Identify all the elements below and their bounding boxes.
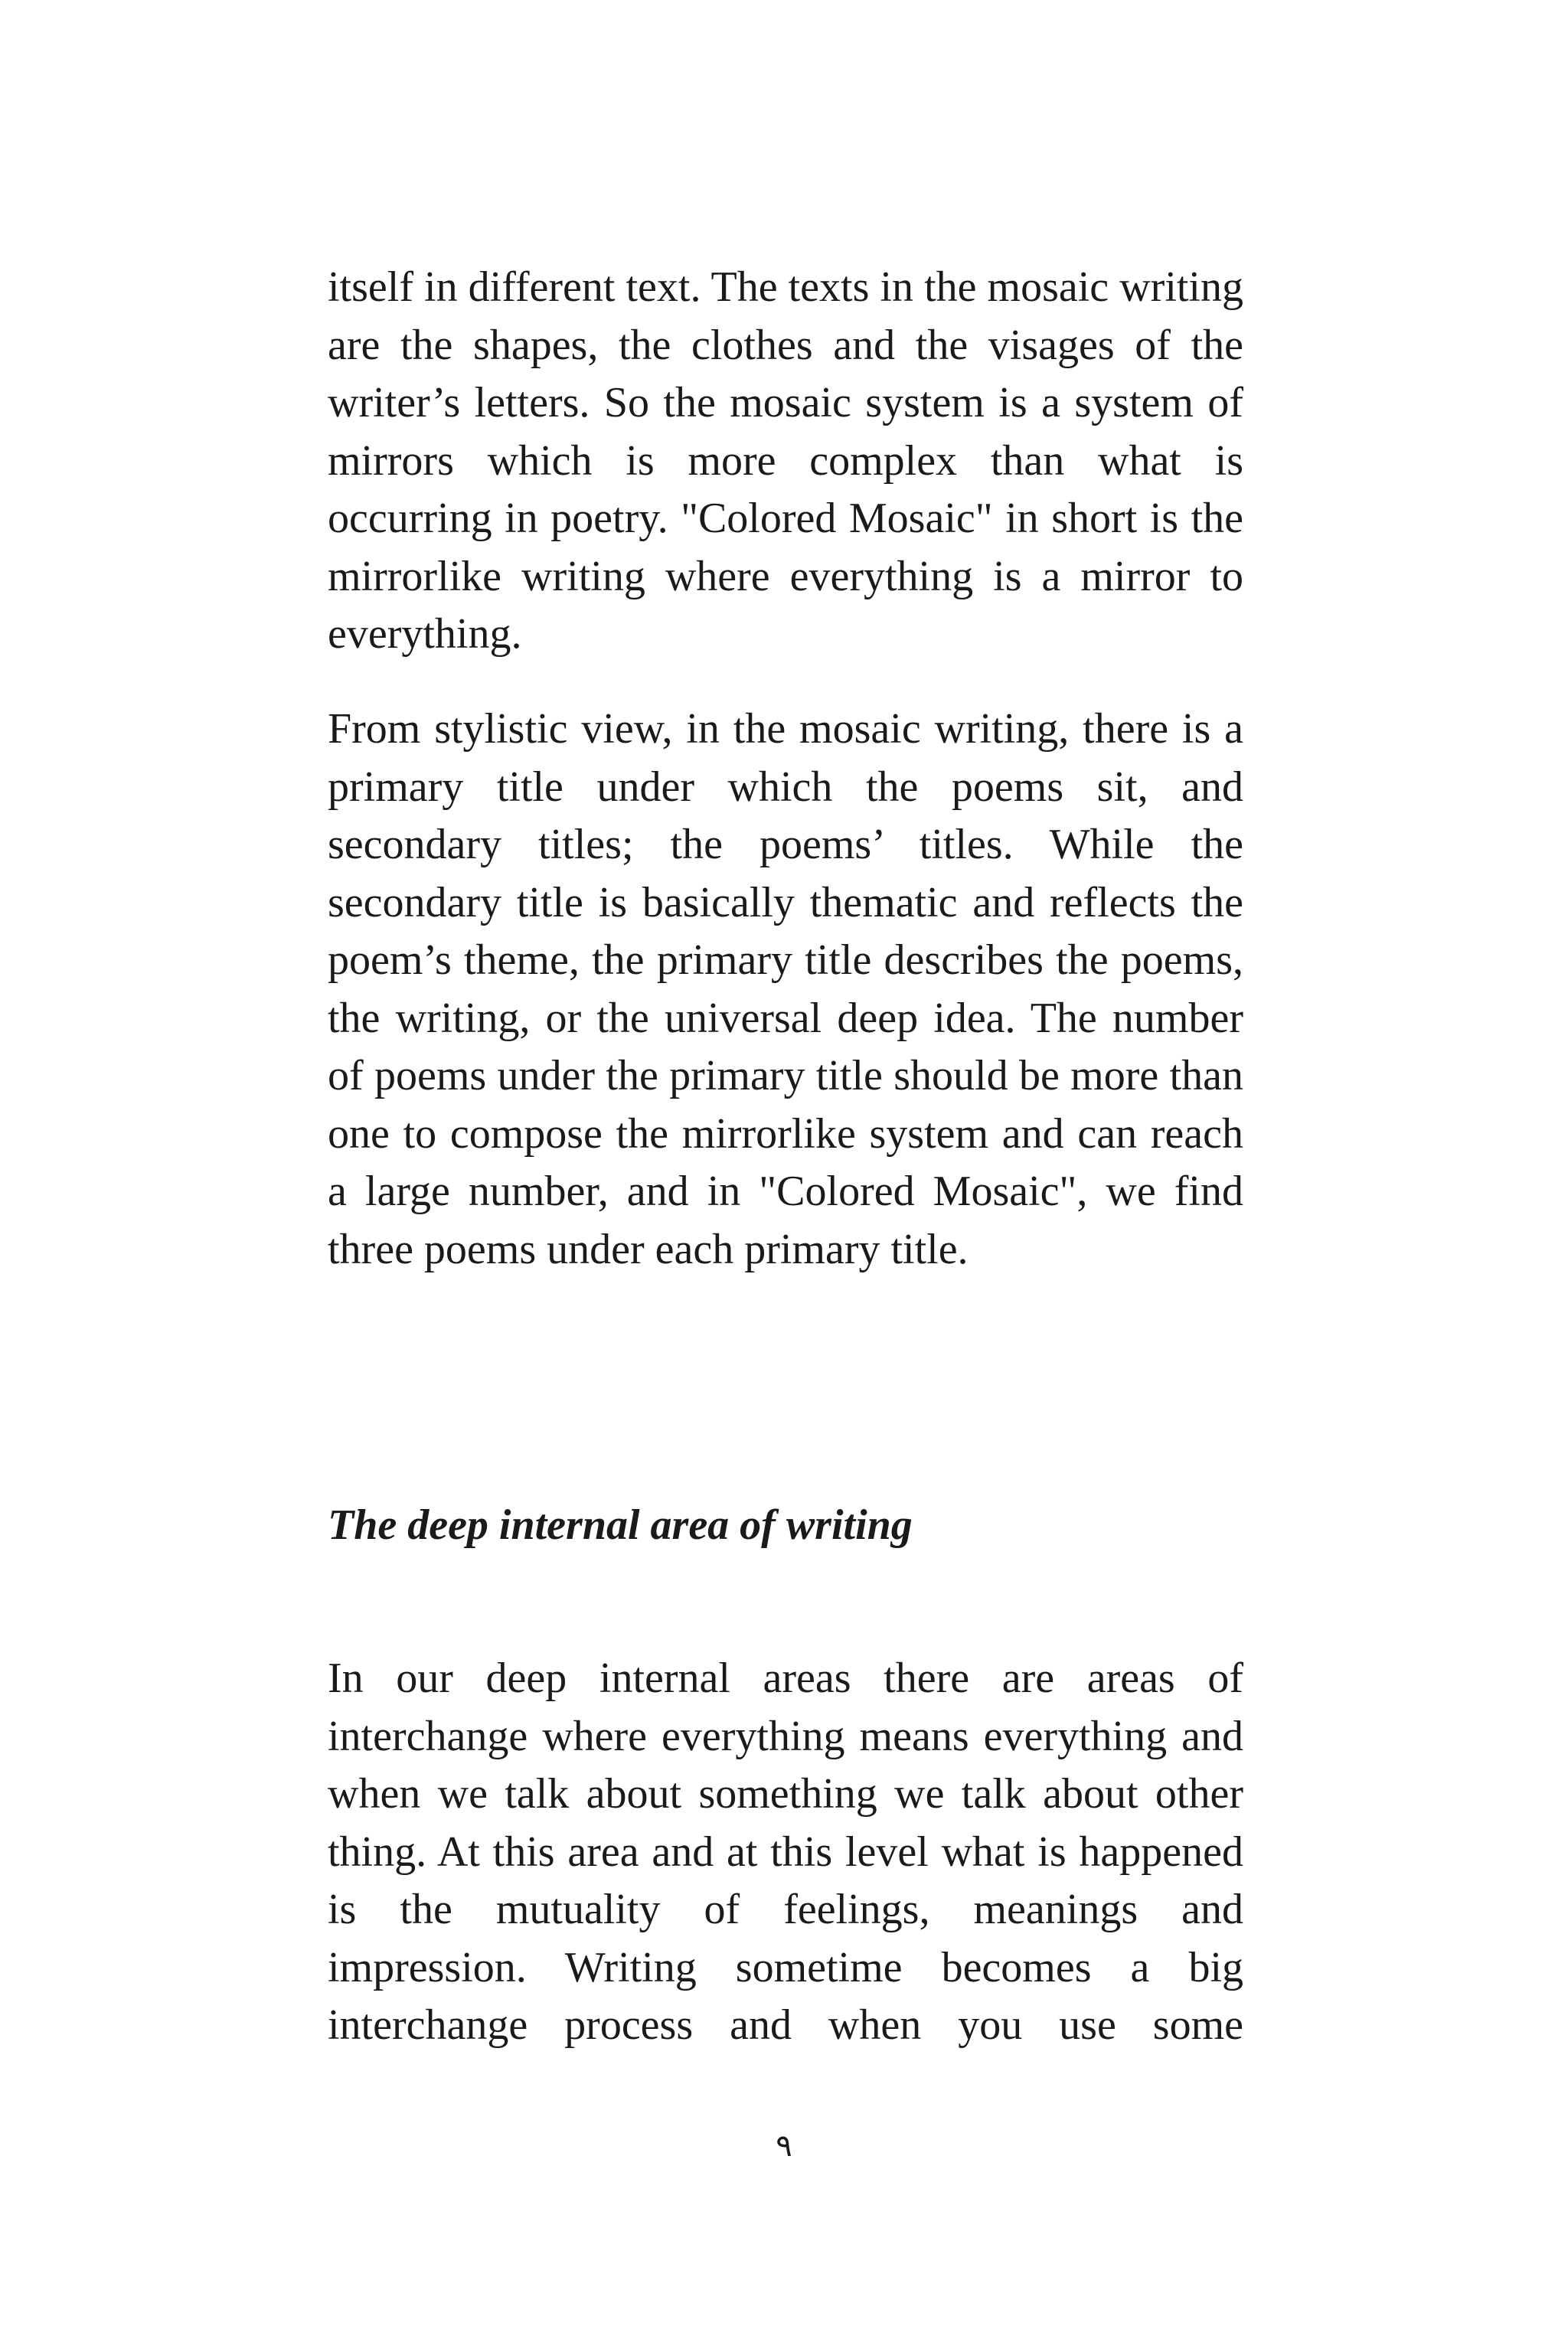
- section-paragraph: In our deep internal areas there are areas of interchange where everything means everything and when we talk about something we talk about other thing. At this area and at this level what is happened is the mutuality of feelings, meanings and impression. Writing sometime becomes a big interchange process and when you use some: [328, 1655, 1243, 2049]
- body-paragraph-2: From stylistic view, in the mosaic writing, there is a primary title under which the poems sit, and secondary titles; the poems’ titles. While the secondary title is basically thematic and reflects the poem’s theme, the primary title describes the poems, the writing, or the universal deep idea. The number of poems under the primary title should be more than one to compose the mirrorlike system and can reach a large number, and in "Colored Mosaic", we find three poems under each primary title.: [328, 705, 1243, 1273]
- page-number: ٩: [776, 2128, 792, 2164]
- section-heading: The deep internal area of writing: [328, 1501, 913, 1549]
- body-paragraph-1: itself in different text. The texts in the mosaic writing are the shapes, the clothes and the visages of the writer’s letters. So the mosaic system is a system of mirrors which is more complex than what is occurring in poetry. "Colored Mosaic" in short is the mirrorlike writing where everything is a mirror to everything.: [328, 263, 1243, 658]
